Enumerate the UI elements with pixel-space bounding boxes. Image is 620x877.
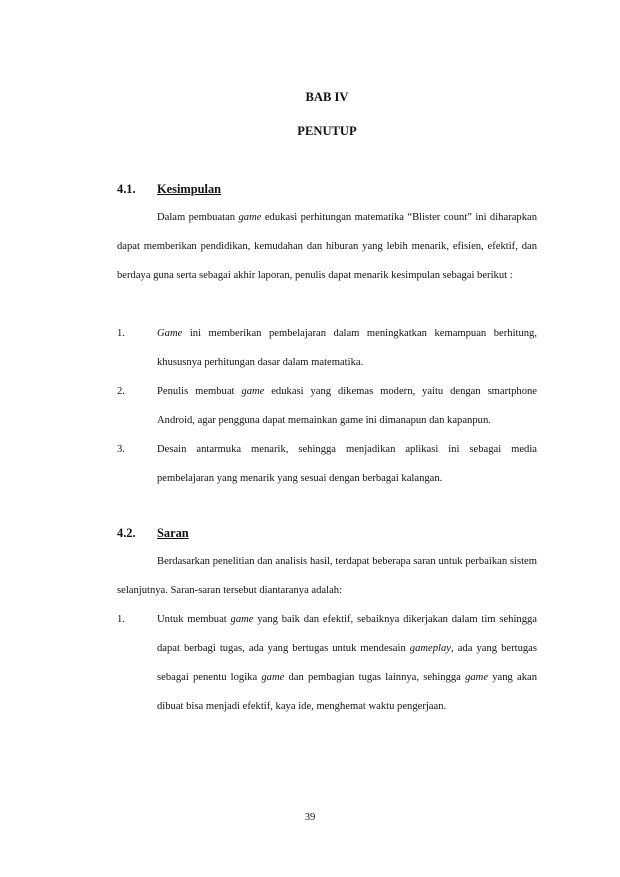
conclusion-intro: Dalam pembuatan game edukasi perhitungan matematika “Blister count” ini diharapkan dapat memberikan pendidikan, kemudahan dan hiburan yang lebih menarik, efisien, efektif, dan berdaya guna serta sebagai akhir laporan, penulis dapat menarik kesimpulan sebagai berikut :	[117, 212, 537, 281]
page-number: 39	[304, 812, 316, 823]
suggestions-list	[117, 605, 537, 721]
suggestions-intro: Berdasarkan penelitian dan analisis hasil, terdapat beberapa saran untuk perbaikan sistem selanjutnya. Saran-saran tersebut diantaranya adalah:	[117, 556, 537, 596]
list-item: 1. Game ini memberikan pembelajaran dalam meningkatkan kemampuan berhitung, khususnya perhitungan dasar dalam matematika.	[117, 319, 537, 377]
list-marker: 1.	[117, 328, 125, 339]
list-item: 2. Penulis membuat game edukasi yang dikemas modern, yaitu dengan smartphone Android, agar pengguna dapat memainkan game ini dimanapun dan kapanpun.	[117, 377, 537, 435]
list-item: 1. Untuk membuat game yang baik dan efektif, sebaiknya dikerjakan dalam tim sehingga dapat berbagi tugas, ada yang bertugas untuk mendesain gameplay, ada yang bertugas sebagai penentu logika game dan pembagian tugas lainnya, sehingga game yang akan dibuat bisa menjadi efektif, kaya ide, menghemat waktu pengerjaan.	[117, 605, 537, 721]
chapter-label: BAB IV	[305, 90, 349, 104]
list-item: 3. Desain antarmuka menarik, sehingga menjadikan aplikasi ini sebagai media pembelajaran yang menarik yang sesuai dengan berbagai kalangan.	[117, 435, 537, 493]
conclusion-list	[117, 319, 537, 493]
section-title: Kesimpulan	[157, 182, 222, 196]
list-marker: 1.	[117, 614, 125, 625]
list-marker: 2.	[117, 386, 125, 397]
section-title: Saran	[157, 526, 189, 540]
section-number: 4.1.	[117, 182, 136, 196]
section-heading-suggestions	[117, 526, 189, 541]
list-marker: 3.	[117, 444, 125, 455]
section-number: 4.2.	[117, 526, 136, 540]
chapter-title: PENUTUP	[297, 124, 357, 138]
section-heading-conclusion	[117, 182, 221, 197]
